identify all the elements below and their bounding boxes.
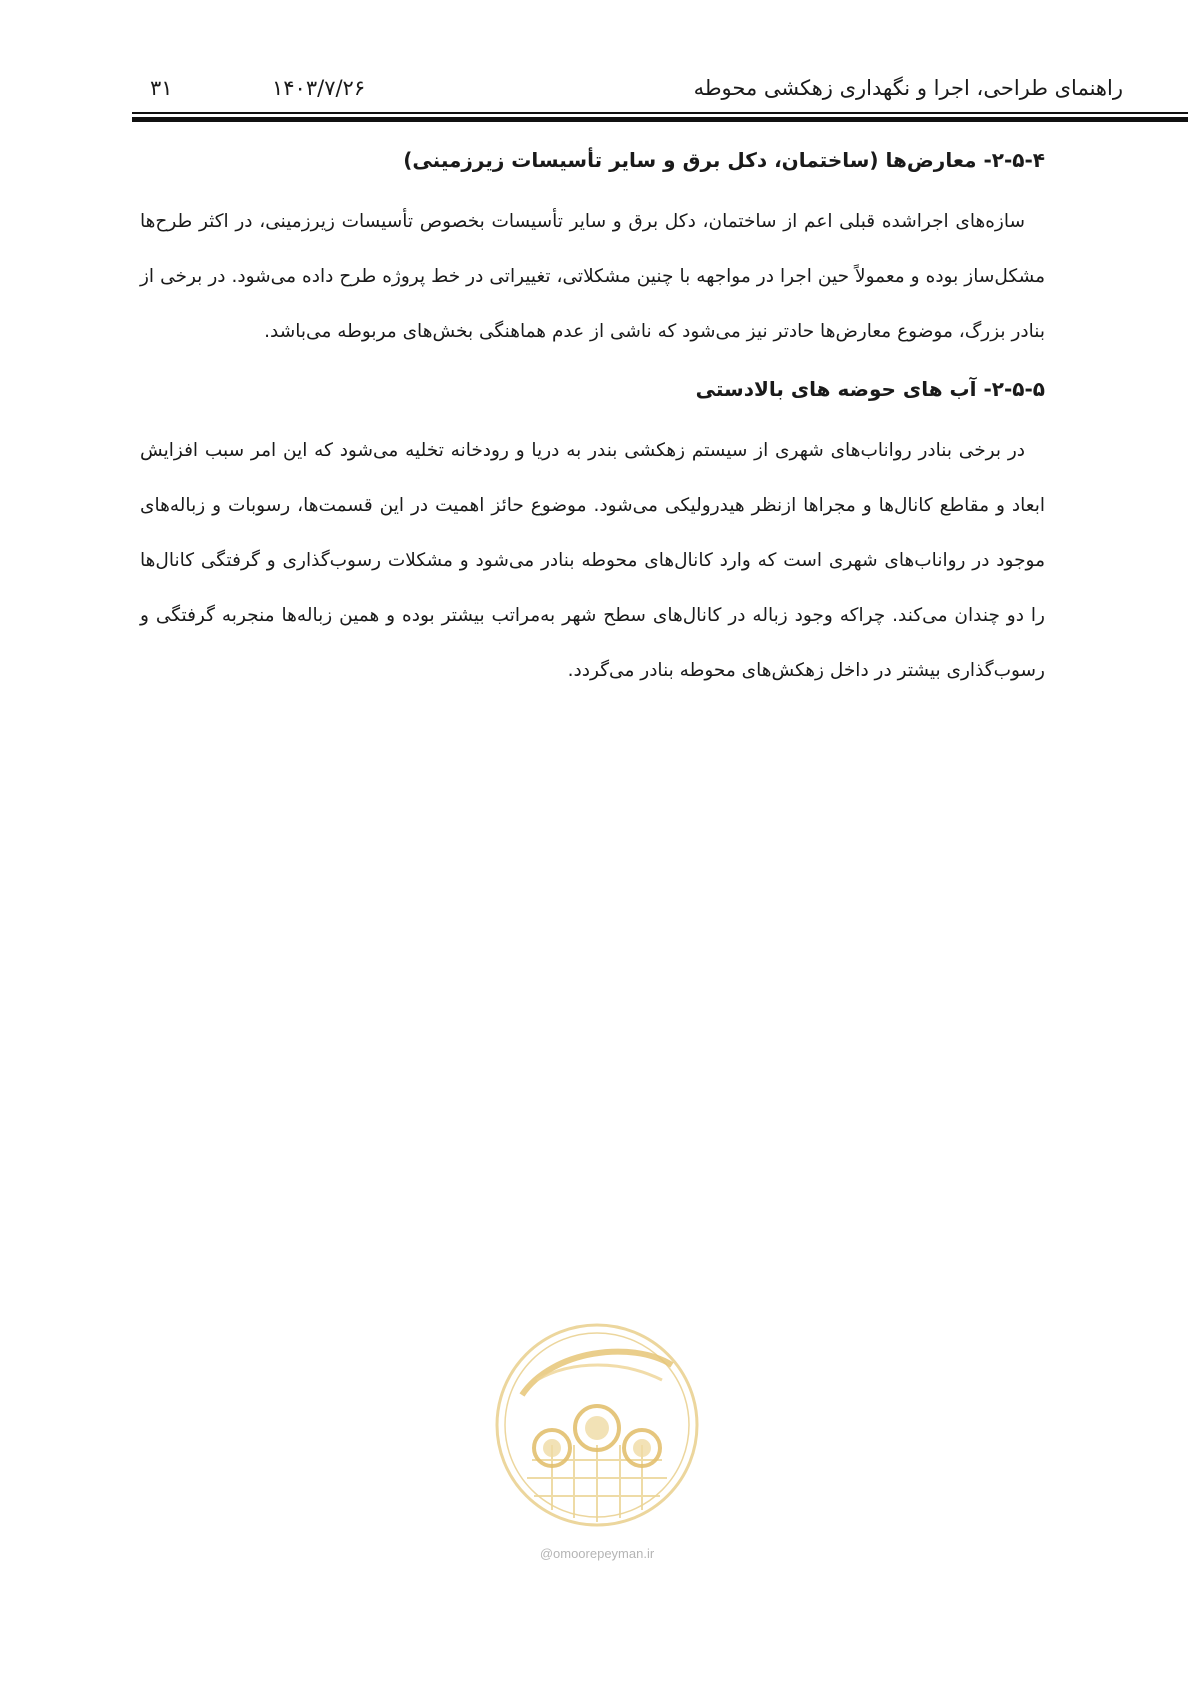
section-paragraph-conflicts: سازه‌های اجراشده قبلی اعم از ساختمان، دکل برق و سایر تأسیسات بخصوص تأسیسات زیرزمینی، در اکثر طرح‌ها مشکل‌ساز بوده و معمولاً حین اجرا در مواجهه با چنین مشکلاتی، تغییراتی در خط پروژه طرح داده می‌شود. در برخی از بنادر بزرگ، موضوع معارض‌ها حادتر نیز می‌شود که ناشی از عدم هماهنگی بخش‌های مربوطه می‌باشد.: [140, 211, 1045, 342]
watermark-seal-icon: [482, 1310, 712, 1540]
header-date: ۱۴۰۳/۷/۲۶: [272, 76, 366, 100]
watermark-caption: @omoorepeyman.ir: [539, 1546, 655, 1561]
section-heading-conflicts: ۲-۵-۴- معارض‌ها (ساختمان، دکل برق و سایر تأسیسات زیرزمینی): [403, 148, 1045, 172]
watermark-logo: [482, 1310, 712, 1570]
page-header: [132, 70, 1188, 110]
header-rule-thick: [132, 117, 1188, 122]
page-number: ۳۱: [150, 76, 173, 100]
section-heading-upstream-water: ۲-۵-۵- آب های حوضه های بالادستی: [695, 377, 1045, 401]
header-rule-thin: [132, 112, 1188, 114]
document-title: راهنمای طراحی، اجرا و نگهداری زهکشی محوطه: [693, 76, 1123, 100]
section-paragraph-upstream-water: در برخی بنادر رواناب‌های شهری از سیستم زهکشی بندر به دریا و رودخانه تخلیه می‌شود که این امر سبب افزایش ابعاد و مقاطع کانال‌ها و مجراها ازنظر هیدرولیکی می‌شود. موضوع حائز اهمیت در این قسمت‌ها، رسوبات و زباله‌های موجود در رواناب‌های شهری است که وارد کانال‌های محوطه بنادر می‌شود و مشکلات رسوب‌گذاری و گرفتگی کانال‌ها را دو چندان می‌کند. چراکه وجود زباله در کانال‌های سطح شهر به‌مراتب بیشتر بوده و همین زباله‌ها منجربه گرفتگی و رسوب‌گذاری بیشتر در داخل زهکش‌های محوطه بنادر می‌گردد.: [140, 440, 1045, 681]
page-content: [140, 140, 1045, 698]
